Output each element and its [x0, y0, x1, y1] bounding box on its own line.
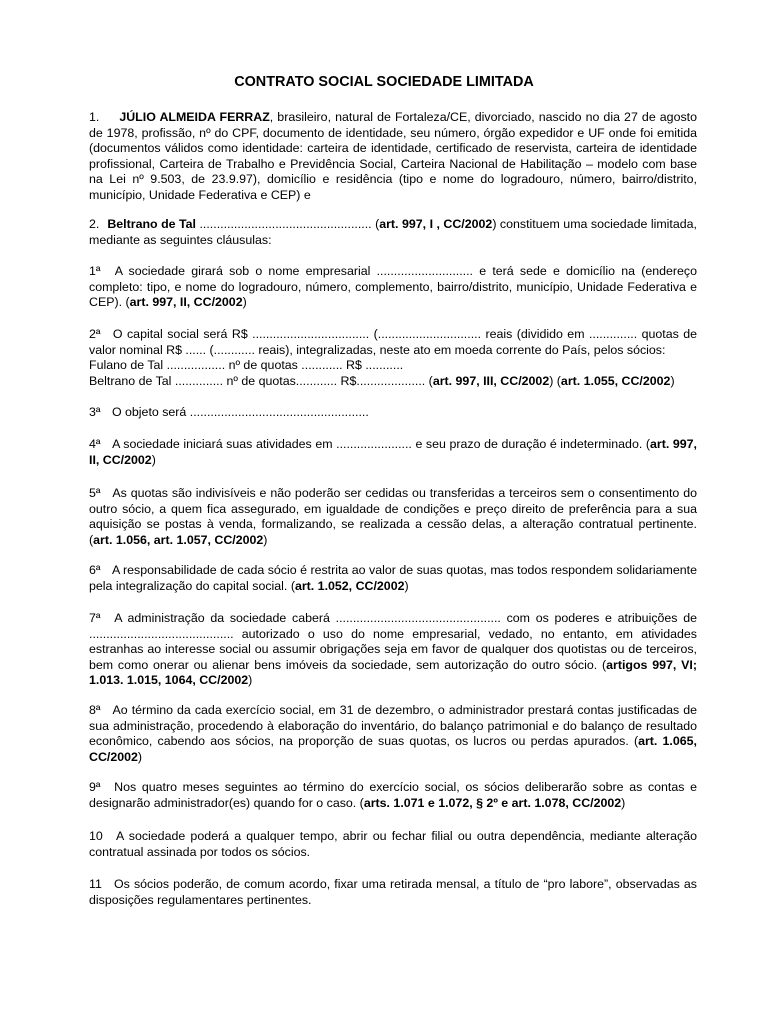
clause-text: A administração da sociedade caberá ................................................ com os poderes e atribuições de .......................................... autorizado o uso do nome empresarial, vedado, no entanto, em atividades estranhas ao interesse social ou assumir obrigações seja em favor de qualquer dos quotistas ou de terceiros, bem como onerar ou alienar bens imóveis da sociedade, sem autorização do outro sócio. (	[89, 611, 697, 672]
clause-3	[89, 405, 697, 421]
paragraph-number: 2.	[89, 217, 100, 231]
legal-reference: art. 1.052, CC/2002	[294, 578, 405, 593]
clause-number: 7ª	[89, 611, 101, 625]
clause-end: )	[670, 373, 675, 388]
clause-number: 4ª	[89, 437, 101, 451]
clause-end: )	[263, 532, 268, 547]
clause-number: 5ª	[89, 486, 101, 500]
clause-end: )	[404, 578, 409, 593]
clause-9	[89, 780, 697, 811]
legal-reference: art. 997, II, CC/2002	[129, 295, 243, 310]
legal-reference: art. 997, III, CC/2002	[432, 373, 550, 388]
clause-end: )	[621, 795, 626, 810]
clause-text: O objeto será ....................................................	[111, 405, 369, 419]
clause-10	[89, 829, 697, 860]
paragraph-dots: .................................................. (	[196, 217, 380, 231]
paragraph-text: , brasileiro, natural de Fortaleza/CE, divorciado, nascido no dia 27 de agosto de 1978, profissão, nº do CPF, documento de identidade, seu número, órgão expedidor e UF onde foi emitida (documentos válidos como identidade: carteira de identidade, certificado de reservista, carteira de identidade profissional, Carteira de Trabalho e Previdência Social, Carteira Nacional de Habilitação – modelo com base na Lei nº 9.503, de 23.9.97), domicílio e residência (tipo e nome do logradouro, número, bairro/distrito, município, Unidade Federativa e CEP) e	[89, 110, 697, 202]
clause-end: )	[248, 673, 253, 688]
clause-number: 10	[89, 829, 103, 843]
legal-reference: art. 1.056, art. 1.057, CC/2002	[93, 532, 264, 547]
legal-reference: art. 997, II, CC/2002	[89, 437, 697, 467]
document-title: CONTRATO SOCIAL SOCIEDADE LIMITADA	[234, 74, 534, 90]
paragraph-2	[89, 217, 697, 248]
clause-text: O capital social será R$ .................................. (.............................. reais (dividido em .............. quotas de valor nominal R$ ...... (............ reais), integralizadas, neste ato em moeda corrente do País, pelos sócios:	[89, 327, 697, 357]
clause-11	[89, 877, 697, 908]
clause-text: Os sócios poderão, de comum acordo, fixar uma retirada mensal, a título de “pro labore”, observadas as disposições regulamentares pertinentes.	[89, 877, 697, 907]
partner-line-1: Fulano de Tal ................. nº de quotas ............ R$ ...........	[89, 358, 404, 373]
reference-separator: ) (	[549, 373, 561, 388]
clause-text: A sociedade iniciará suas atividades em ...................... e seu prazo de duração é indeterminado. (	[112, 437, 650, 451]
clause-text: A sociedade girará sob o nome empresarial ............................ e terá sede e domicílio na (endereço completo: tipo, e nome do logradouro, número, complemento, bairro/distrito, município, Unidade Federativa e CEP). (	[89, 264, 697, 310]
party-name: Beltrano de Tal	[107, 217, 196, 231]
clause-number: 11	[89, 877, 102, 891]
clause-end: )	[151, 452, 156, 467]
paragraph-text: ) constituem uma sociedade limitada, mediante as seguintes cláusulas:	[89, 217, 697, 247]
paragraph-1	[89, 110, 697, 204]
clause-number: 3ª	[89, 405, 101, 419]
partner-line-2	[89, 374, 697, 390]
clause-1	[89, 264, 697, 311]
clause-text: Nos quatro meses seguintes ao término do exercício social, os sócios deliberarão sobre as contas e designarão administrador(es) quando for o caso. (	[89, 780, 697, 810]
clause-6	[89, 563, 697, 594]
clause-end: )	[242, 295, 247, 310]
clause-end: )	[137, 749, 143, 764]
paragraph-number: 1.	[89, 110, 100, 124]
clause-text: As quotas são indivisíveis e não poderão ser cedidas ou transferidas a terceiros sem o consentimento do outro sócio, a quem fica assegurado, em igualdade de condições e preço direito de preferência para a sua aquisição se postas à venda, formalizando, se realizada a cessão delas, a alteração contratual pertinente. (	[89, 486, 697, 547]
legal-reference: arts. 1.071 e 1.072, § 2º e art. 1.078, CC/2002	[363, 795, 622, 810]
clause-2	[89, 327, 697, 389]
clause-number: 8ª	[89, 703, 101, 717]
clause-7	[89, 611, 697, 689]
partner-line-2-text: Beltrano de Tal .............. nº de quotas............ R$.................... (	[89, 373, 433, 388]
clause-text: Ao término da cada exercício social, em 31 de dezembro, o administrador prestará contas justificadas de sua administração, procedendo à elaboração do inventário, do balanço patrimonial e do balanço de resultado econômico, cabendo aos sócios, na proporção de suas quotas, os lucros ou perdas apurados. (	[89, 703, 697, 749]
clause-number: 1ª	[89, 264, 101, 278]
clause-number: 2ª	[89, 327, 101, 341]
legal-reference: art. 1.065, CC/2002	[89, 734, 697, 764]
clause-5	[89, 486, 697, 548]
legal-reference: art. 997, I , CC/2002	[379, 217, 493, 231]
legal-reference: artigos 997, VI; 1.013. 1.015, 1064, CC/2002	[89, 657, 697, 688]
clause-text: A responsabilidade de cada sócio é restrita ao valor de suas quotas, mas todos respondem solidariamente pela integralização do capital social. (	[89, 563, 697, 593]
clause-4	[89, 437, 697, 468]
clause-number: 9ª	[89, 780, 101, 794]
party-name: JÚLIO ALMEIDA FERRAZ	[119, 110, 270, 124]
clause-text: A sociedade poderá a qualquer tempo, abrir ou fechar filial ou outra dependência, mediante alteração contratual assinada por todos os sócios.	[89, 829, 697, 859]
clause-8	[89, 703, 697, 765]
legal-reference: art. 1.055, CC/2002	[560, 373, 671, 388]
clause-number: 6ª	[89, 563, 101, 577]
